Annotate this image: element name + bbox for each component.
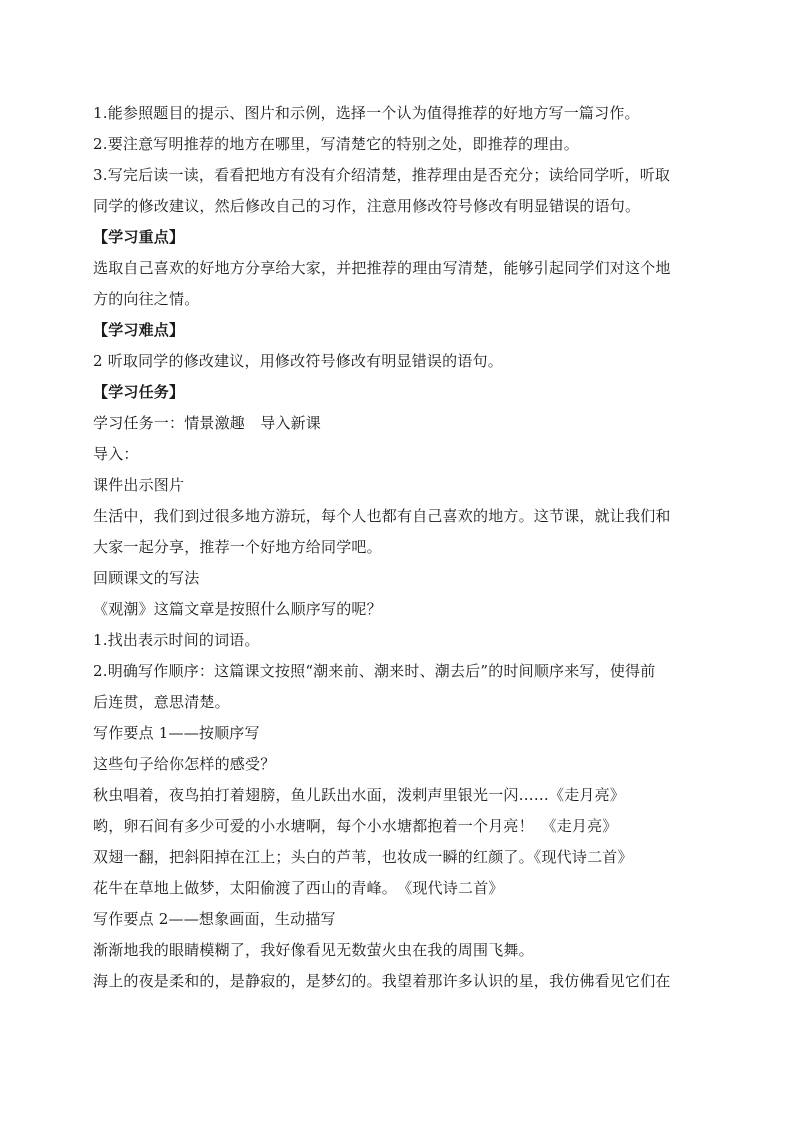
text-line: 学习任务一：情景激趣 导入新课 xyxy=(93,414,322,432)
document-body xyxy=(93,98,705,997)
text-line: 生活中，我们到过很多地方游玩，每个人也都有自己喜欢的地方。这节课，就让我们和 xyxy=(93,507,671,525)
text-line: 写作要点 2——想象画面，生动描写 xyxy=(93,910,336,928)
text-line: 同学的修改建议，然后修改自己的习作，注意用修改符号修改有明显错误的语句。 xyxy=(93,197,641,215)
text-line: 选取自己喜欢的好地方分享给大家，并把推荐的理由写清楚，能够引起同学们对这个地 xyxy=(93,259,671,277)
text-line: 写作要点 1——按顺序写 xyxy=(93,724,260,742)
section-heading: 【学习重点】 xyxy=(93,228,185,246)
text-line: 2.明确写作顺序：这篇课文按照“潮来前、潮来时、潮去后”的时间顺序来写，使得前 xyxy=(93,662,656,680)
text-line: 后连贯，意思清楚。 xyxy=(93,693,230,711)
text-line: 导入： xyxy=(93,445,139,463)
text-line: 1.能参照题目的提示、图片和示例，选择一个认为值得推荐的好地方写一篇习作。 xyxy=(93,104,640,122)
text-line: 花牛在草地上做梦，太阳偷渡了西山的青峰。 《现代诗二首》 xyxy=(93,879,504,897)
text-line: 这些句子给你怎样的感受？ xyxy=(93,755,276,773)
text-line: 方的向往之情。 xyxy=(93,290,200,308)
text-line: 海上的夜是柔和的，是静寂的，是梦幻的。我望着那许多认识的星，我仿佛看见它们在 xyxy=(93,972,671,990)
text-line: 渐渐地我的眼睛模糊了，我好像看见无数萤火虫在我的周围飞舞。 xyxy=(93,941,534,959)
section-heading: 【学习任务】 xyxy=(93,383,185,401)
text-line: 课件出示图片 xyxy=(93,476,185,494)
text-line: 3.写完后读一读，看看把地方有没有介绍清楚，推荐理由是否充分；读给同学听，听取 xyxy=(93,166,671,184)
text-line: 2.要注意写明推荐的地方在哪里，写清楚它的特别之处，即推荐的理由。 xyxy=(93,135,579,153)
text-line: 秋虫唱着，夜鸟拍打着翅膀，鱼儿跃出水面，泼剌声里银光一闪……《走月亮》 xyxy=(93,786,626,804)
text-line: 2 听取同学的修改建议，用修改符号修改有明显错误的语句。 xyxy=(93,352,503,370)
section-heading: 【学习难点】 xyxy=(93,321,185,339)
text-line: 回顾课文的写法 xyxy=(93,569,200,587)
text-line: 1.找出表示时间的词语。 xyxy=(93,631,260,649)
text-line: 双翅一翻，把斜阳掉在江上；头白的芦苇，也妆成一瞬的红颜了。《现代诗二首》 xyxy=(93,848,633,866)
text-line: 《观潮》这篇文章是按照什么顺序写的呢？ xyxy=(93,600,382,618)
text-line: 哟，卵石间有多少可爱的小水塘啊，每个小水塘都抱着一个月亮！ 《走月亮》 xyxy=(93,817,618,835)
text-line: 大家一起分享，推荐一个好地方给同学吧。 xyxy=(93,538,382,556)
